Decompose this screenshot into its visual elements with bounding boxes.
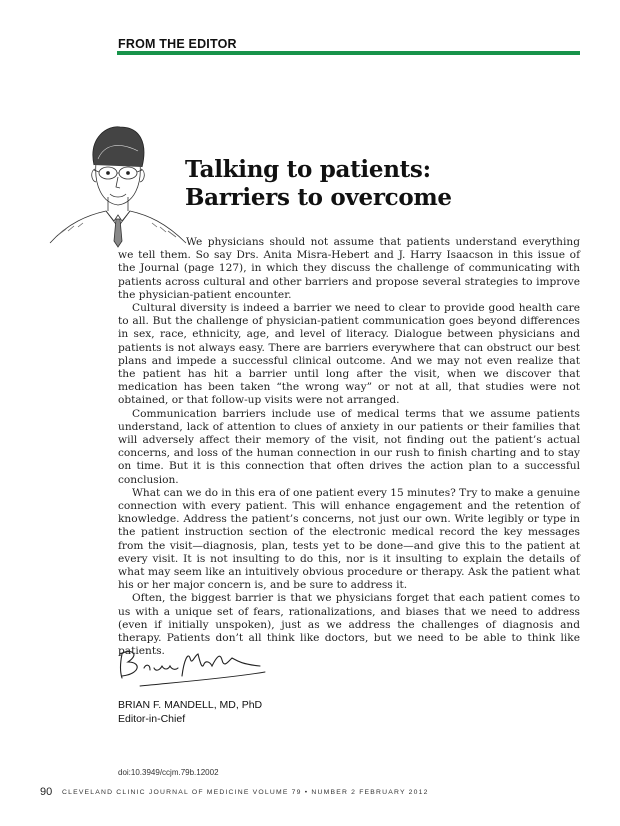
journal-footer: CLEVELAND CLINIC JOURNAL OF MEDICINE VOLUME 79 • NUMBER 2 FEBRUARY 2012: [62, 789, 429, 796]
paragraph-5: Often, the biggest barrier is that we physicians forget that each patient comes to us with a unique set of fears, rationalizations, and biases that we need to address (even if initially unspoken), just as we address the challenges of diagnosis and therapy. Patients don’t all think like doctors, but we need to be able to think like patients.: [118, 592, 580, 658]
paragraph-3: Communication barriers include use of medical terms that we assume patients understand, lack of attention to clues of anxiety in our patients or their families that will adversely affect their memory of the visit, not finding out the patient’s actual concerns, and loss of the human connection in our rush to finish charting and to stay on time. But it is this connection that often drives the action plan to a successful conclusion.: [118, 407, 580, 486]
author-name: BRIAN F. MANDELL, MD, PhD: [118, 699, 263, 711]
paragraph-2: Cultural diversity is indeed a barrier we need to clear to provide good health care to all. But the challenge of physician-patient communication goes beyond differences in sex, race, ethnicity, age, and level of literacy. Dialogue between physicians and patients is not always easy. There are barriers everywhere that can obstruct our best plans and impede a successful clinical outcome. And we may not even realize that the patient has hit a barrier until long after the visit, when we discover that medication has been taken “the wrong way” or not at all, that studies were not obtained, or that follow-up visits were not arranged.: [118, 302, 580, 407]
author-block: [118, 698, 262, 726]
paragraph-1: We physicians should not assume that patients understand everything we tell them. So say Drs. Anita Misra-Hebert and J. Harry Isaacson in this issue of the Journal (page 127), in which they discuss the challenge of communicating with patients across cultural and other barriers and propose several strategies to improve the physician-patient encounter.: [118, 236, 580, 301]
paragraph-4: What can we do in this era of one patient every 15 minutes? Try to make a genuine connection with every patient. This will enhance engagement and the retention of knowledge. Address the patient’s concerns, not just our own. Write legibly or type in the patient instruction section of the electronic medical record the key messages from the visit—diagnosis, plan, tests yet to be done—and give this to the patient at every visit. It is not insulting to do this, nor is it insulting to explain the details of what may seem like an intuitively obvious procedure or therapy. Ask the patient what his or her major concern is, and be sure to address it.: [118, 486, 580, 592]
article-body: [118, 236, 580, 659]
editor-portrait-illustration: [48, 115, 188, 250]
doi-text: doi:10.3949/ccjm.79b.12002: [118, 768, 219, 777]
section-label: FROM THE EDITOR: [118, 37, 237, 51]
article-title: [185, 156, 452, 212]
title-line-2: Barriers to overcome: [185, 184, 452, 211]
title-line-1: Talking to patients:: [185, 156, 431, 183]
author-role: Editor-in-Chief: [118, 713, 186, 725]
page-number: 90: [40, 786, 53, 798]
header-rule: [117, 51, 580, 55]
editor-signature: [110, 640, 270, 692]
